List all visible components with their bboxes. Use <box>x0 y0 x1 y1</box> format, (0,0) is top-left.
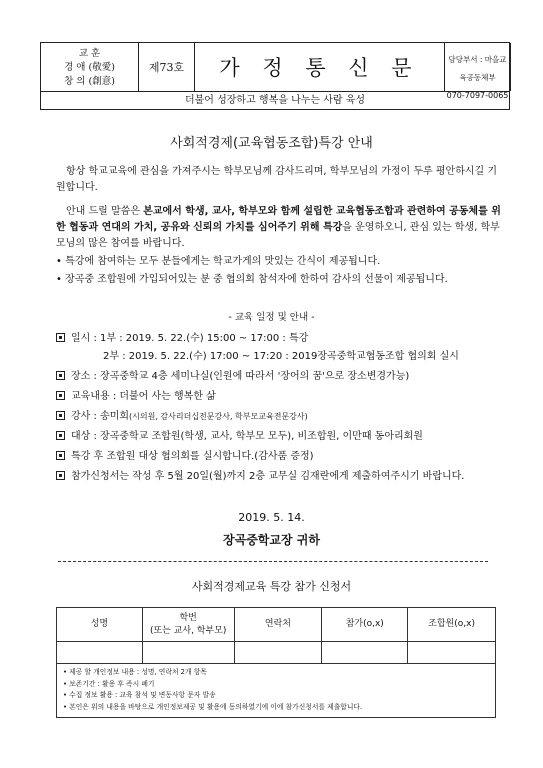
intro-bullet-2: • 장곡중 조합원에 가입되어있는 분 중 협의회 참석자에 한하여 감사의 선물이 제공됩니다. <box>56 274 448 285</box>
privacy-notes <box>56 663 496 718</box>
intro-paragraph-2 <box>56 204 504 252</box>
motto-line-2: 창 의 (創意) <box>64 76 115 87</box>
motto-line-1: 경 애 (敬愛) <box>64 62 115 73</box>
privacy-note-4: • 본인은 위의 내용을 바탕으로 개인정보제공 및 활용에 동의하였기에 이에 참가신청서를 제출합니다. <box>63 702 363 711</box>
attend-cell[interactable] <box>322 642 408 664</box>
schedule-lecturer-text: 강사 : 송미희 <box>71 411 130 422</box>
intro-p2-tail: 을 운영하오니, 관심 있는 학생, 학부모님의 많은 참여를 바랍니다. <box>56 222 500 249</box>
issue-number: 제73호 <box>139 43 195 91</box>
square-bullet-icon <box>56 371 65 380</box>
col-member: 조합원(o,x) <box>408 608 496 642</box>
name-cell[interactable] <box>57 642 143 664</box>
contact-dept: 담당부서 : 마을교육공동체부 <box>448 55 507 82</box>
col-contact: 연락처 <box>234 608 322 642</box>
square-bullet-icon <box>56 451 65 460</box>
col-grade-line-2: (또는 교사, 학부모) <box>149 625 227 636</box>
cut-line <box>58 561 488 562</box>
schedule-place <box>56 369 504 385</box>
privacy-note-1: • 제공 할 개인정보 내용 : 성명, 연락처 2개 항목 <box>63 668 207 676</box>
contact-phone: 070-7097-0065 <box>446 91 509 100</box>
intro-p2-bold: 본교에서 학생, 교사, 학부모와 함께 설립한 교육협동조합과 관련하여 공동체를 위한 협동과 연대의 가치, 공유와 신뢰의 가치를 심어주기 위해 특강 <box>56 206 501 233</box>
schedule-title: - 교육 일정 및 안내 - <box>228 312 315 323</box>
schedule-submit-text: 참가신청서는 작성 후 5월 20일(월)까지 2층 교무실 김재란에게 제출하여주시기 바랍니다. <box>71 471 465 482</box>
col-attend: 참가(o,x) <box>322 608 408 642</box>
schedule-date-2: 2부 : 2019. 5. 22.(수) 17:00 ~ 17:20 : 2019장곡중학교협동조합 협의회 실시 <box>103 351 459 362</box>
col-grade <box>142 608 234 642</box>
document-title: 사회적경제(교육협동조합)특강 안내 <box>170 136 373 151</box>
lecturer-note: (시의원, 감사리더십전문강사, 학부모교육전문강사) <box>129 412 308 421</box>
schedule-after-text: 특강 후 조합원 대상 협의회를 실시합니다.(감사품 증정) <box>71 451 314 462</box>
schedule-after <box>56 449 504 465</box>
schedule-target <box>56 429 504 445</box>
form-title: 사회적경제교육 특강 참가 신청서 <box>191 580 352 593</box>
table-header-row <box>57 608 496 642</box>
privacy-note-3: • 수집 정보 활용 : 교육 참석 및 변동사항 문자 발송 <box>63 691 216 699</box>
square-bullet-icon <box>56 431 65 440</box>
newsletter-title: 가 정 통 신 문 <box>195 43 445 91</box>
schedule-content-text: 교육내용 : 더불어 사는 행복한 삶 <box>71 391 216 402</box>
col-name: 성명 <box>57 608 143 642</box>
schedule-target-text: 대상 : 장곡중학교 조합원(학생, 교사, 학부모 모두), 비조합원, 이만때 동아리회원 <box>71 431 423 442</box>
square-bullet-icon <box>56 391 65 400</box>
application-form-table <box>56 607 496 664</box>
principal-signature: 장곡중학교장 귀하 <box>223 533 320 547</box>
grade-cell[interactable] <box>142 642 234 664</box>
member-cell[interactable] <box>408 642 496 664</box>
intro-bullet-1: • 특강에 참여하는 모두 분들에게는 학교가게의 맛있는 간식이 제공됩니다. <box>56 256 381 267</box>
privacy-note-2: • 보존기간 : 활용 후 즉시 폐기 <box>63 679 155 688</box>
square-bullet-icon <box>56 333 65 342</box>
school-slogan: 더불어 성장하고 행복을 나누는 사람 육성 <box>40 92 510 110</box>
square-bullet-icon <box>56 411 65 420</box>
col-grade-line-1: 학번 <box>179 612 197 623</box>
table-row <box>57 642 496 664</box>
square-bullet-icon <box>56 471 65 480</box>
intro-p2-lead: 안내 드릴 말씀은 <box>66 206 144 217</box>
schedule-date-1-text: 일시 : 1부 : 2019. 5. 22.(수) 15:00 ~ 17:00 : 특강 <box>71 333 309 344</box>
schedule-date-1 <box>56 331 504 347</box>
schedule-place-text: 장소 : 장곡중학교 4층 세미나실(인원에 따라서 '장어의 꿈'으로 장소변경가능) <box>71 371 410 382</box>
motto-label: 교 훈 <box>78 48 101 59</box>
schedule-submit <box>56 469 504 485</box>
intro-paragraph-1: 항상 학교교육에 관심을 가져주시는 학부모님께 감사드리며, 학부모님의 가정이 두루 평안하시길 기원합니다. <box>56 166 498 193</box>
contact-cell[interactable] <box>234 642 322 664</box>
schedule-content <box>56 389 504 405</box>
newsletter-header <box>40 42 510 100</box>
school-motto <box>41 43 139 91</box>
contact-info <box>445 43 511 100</box>
issue-date: 2019. 5. 14. <box>238 511 305 524</box>
schedule-lecturer <box>56 409 504 425</box>
